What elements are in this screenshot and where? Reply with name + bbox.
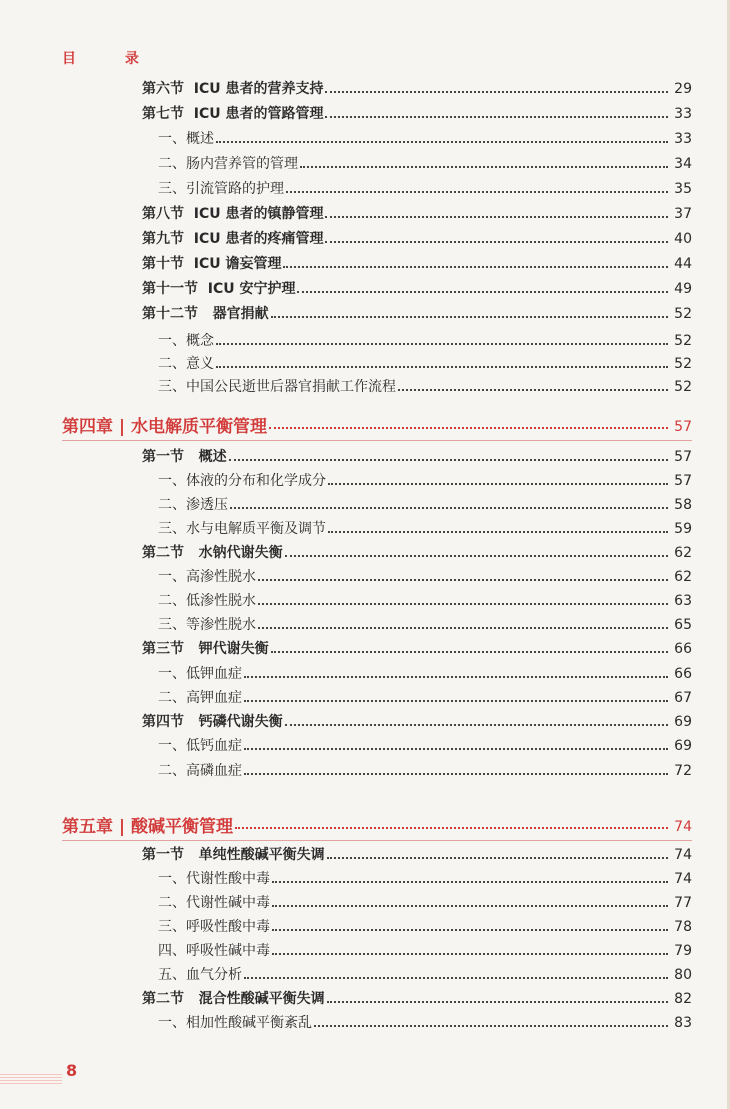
toc-page-number: 33: [674, 131, 692, 147]
dot-leader: [244, 676, 668, 678]
toc-item[interactable]: [158, 868, 692, 888]
toc-page-number: 72: [674, 763, 692, 779]
toc-entry-title: 一、概念: [158, 333, 214, 349]
toc-item[interactable]: [158, 128, 692, 148]
toc-section[interactable]: [142, 103, 692, 123]
footer-decoration: [0, 1074, 62, 1084]
toc-entry-title: 二、高磷血症: [158, 763, 242, 779]
toc-item[interactable]: [158, 940, 692, 960]
toc-entry-title: 三、中国公民逝世后器官捐献工作流程: [158, 379, 396, 395]
dot-leader: [230, 507, 668, 509]
toc-entry-title: 二、意义: [158, 356, 214, 372]
toc-entry-title: 二、高钾血症: [158, 690, 242, 706]
toc-entry-title: 一、低钾血症: [158, 666, 242, 682]
toc-page-number: 77: [674, 895, 692, 911]
toc-entry-title: 第一节 概述: [142, 449, 227, 465]
toc-page-number: 62: [674, 569, 692, 585]
toc-page-number: 69: [674, 714, 692, 730]
toc-entry-title: 一、高渗性脱水: [158, 569, 256, 585]
toc-item[interactable]: [158, 153, 692, 173]
toc-item[interactable]: [158, 760, 692, 780]
toc-section[interactable]: [142, 844, 692, 864]
toc-entry-title: 二、代谢性碱中毒: [158, 895, 270, 911]
toc-entry-title: 第五章 | 酸碱平衡管理: [62, 817, 234, 837]
toc-page-number: 74: [674, 871, 692, 887]
toc-page-number: 83: [674, 1015, 692, 1031]
chapter-divider: [62, 440, 692, 441]
toc-entry-title: 第九节 ICU 患者的疼痛管理: [142, 231, 324, 247]
dot-leader: [272, 953, 668, 955]
toc-entry-title: 第三节 钾代谢失衡: [142, 641, 269, 657]
toc-page-number: 52: [674, 356, 692, 372]
toc-entry-title: 五、血气分析: [158, 967, 242, 983]
dot-leader: [328, 483, 668, 485]
toc-page-number: 40: [674, 231, 692, 247]
toc-entry-title: 第七节 ICU 患者的管路管理: [142, 106, 324, 122]
toc-item[interactable]: [158, 330, 692, 350]
dot-leader: [258, 627, 668, 629]
toc-item[interactable]: [158, 663, 692, 683]
toc-item[interactable]: [158, 614, 692, 634]
dot-leader: [271, 651, 668, 653]
toc-page-number: 33: [674, 106, 692, 122]
toc-page-number: 59: [674, 521, 692, 537]
dot-leader: [286, 191, 668, 193]
toc-entry-title: 三、水与电解质平衡及调节: [158, 521, 326, 537]
toc-item[interactable]: [158, 566, 692, 586]
dot-leader: [327, 1001, 668, 1003]
toc-section[interactable]: [142, 988, 692, 1008]
dot-leader: [398, 389, 668, 391]
dot-leader: [285, 555, 668, 557]
toc-section[interactable]: [142, 303, 692, 323]
dot-leader: [216, 141, 668, 143]
toc-section[interactable]: [142, 542, 692, 562]
dot-leader: [283, 266, 668, 268]
dot-leader: [272, 905, 668, 907]
dot-leader: [325, 91, 668, 93]
toc-entry-title: 第六节 ICU 患者的营养支持: [142, 81, 324, 97]
toc-item[interactable]: [158, 494, 692, 514]
toc-page-number: 29: [674, 81, 692, 97]
toc-entry-title: 第二节 水钠代谢失衡: [142, 545, 283, 561]
toc-page-number: 58: [674, 497, 692, 513]
dot-leader: [258, 603, 668, 605]
dot-leader: [258, 579, 668, 581]
dot-leader: [325, 116, 668, 118]
dot-leader: [314, 1025, 668, 1027]
toc-item[interactable]: [158, 470, 692, 490]
dot-leader: [327, 857, 668, 859]
toc-section[interactable]: [142, 203, 692, 223]
toc-item[interactable]: [158, 892, 692, 912]
toc-entry-title: 第十节 ICU 谵妄管理: [142, 256, 282, 272]
toc-entry-title: 一、概述: [158, 131, 214, 147]
dot-leader: [285, 724, 668, 726]
toc-page-number: 37: [674, 206, 692, 222]
toc-page-number: 74: [674, 847, 692, 863]
toc-entry-title: 第八节 ICU 患者的镇静管理: [142, 206, 324, 222]
dot-leader: [244, 977, 668, 979]
dot-leader: [229, 459, 668, 461]
toc-entry-title: 第一节 单纯性酸碱平衡失调: [142, 847, 325, 863]
toc-entry-title: 一、低钙血症: [158, 738, 242, 754]
toc-item[interactable]: [158, 376, 692, 396]
page-number: 8: [66, 1061, 78, 1080]
toc-page-number: 69: [674, 738, 692, 754]
toc-page-number: 78: [674, 919, 692, 935]
toc-section[interactable]: [142, 253, 692, 273]
toc-page-number: 57: [674, 419, 692, 435]
toc-page-number: 67: [674, 690, 692, 706]
dot-leader: [244, 700, 668, 702]
dot-leader: [271, 316, 668, 318]
toc-section[interactable]: [142, 638, 692, 658]
toc-page-number: 82: [674, 991, 692, 1007]
dot-leader: [272, 881, 668, 883]
dot-leader: [272, 929, 668, 931]
toc-entry-title: 三、呼吸性酸中毒: [158, 919, 270, 935]
toc-chapter[interactable]: [62, 810, 692, 836]
toc-page-number: 35: [674, 181, 692, 197]
toc-item[interactable]: [158, 353, 692, 373]
toc-entry-title: 第十二节 器官捐献: [142, 306, 269, 322]
toc-page-number: 74: [674, 819, 692, 835]
toc-page-number: 65: [674, 617, 692, 633]
toc-page-number: 52: [674, 306, 692, 322]
toc-page-number: 66: [674, 666, 692, 682]
toc-item[interactable]: [158, 735, 692, 755]
toc-page-number: 57: [674, 449, 692, 465]
toc-section[interactable]: [142, 228, 692, 248]
toc-entry-title: 三、引流管路的护理: [158, 181, 284, 197]
dot-leader: [269, 427, 668, 429]
toc-entry-title: 一、体液的分布和化学成分: [158, 473, 326, 489]
toc-item[interactable]: [158, 178, 692, 198]
toc-section[interactable]: [142, 711, 692, 731]
dot-leader: [300, 166, 668, 168]
toc-page-number: 52: [674, 379, 692, 395]
toc-entry-title: 二、肠内营养管的管理: [158, 156, 298, 172]
toc-entry-title: 一、代谢性酸中毒: [158, 871, 270, 887]
toc-item[interactable]: [158, 518, 692, 538]
dot-leader: [244, 773, 668, 775]
toc-page-number: 34: [674, 156, 692, 172]
toc-entry-title: 二、渗透压: [158, 497, 228, 513]
toc-item[interactable]: [158, 964, 692, 984]
toc-entry-title: 二、低渗性脱水: [158, 593, 256, 609]
dot-leader: [235, 827, 668, 829]
dot-leader: [297, 291, 668, 293]
dot-leader: [325, 216, 668, 218]
toc-page-number: 63: [674, 593, 692, 609]
toc-entry-title: 第四章 | 水电解质平衡管理: [62, 417, 268, 437]
toc-section[interactable]: [142, 446, 692, 466]
toc-entry-title: 三、等渗性脱水: [158, 617, 256, 633]
toc-page-number: 52: [674, 333, 692, 349]
toc-page-number: 57: [674, 473, 692, 489]
toc-page-number: 80: [674, 967, 692, 983]
page-header: 目 录: [62, 51, 161, 67]
toc-section[interactable]: [142, 78, 692, 98]
dot-leader: [328, 531, 668, 533]
toc-page-number: 79: [674, 943, 692, 959]
toc-section[interactable]: [142, 278, 692, 298]
toc-item[interactable]: [158, 1012, 692, 1032]
toc-page-number: 66: [674, 641, 692, 657]
toc-entry-title: 第四节 钙磷代谢失衡: [142, 714, 283, 730]
toc-entry-title: 第十一节 ICU 安宁护理: [142, 281, 296, 297]
toc-entry-title: 第二节 混合性酸碱平衡失调: [142, 991, 325, 1007]
toc-item[interactable]: [158, 687, 692, 707]
toc-page-number: 62: [674, 545, 692, 561]
dot-leader: [244, 748, 668, 750]
toc-entry-title: 四、呼吸性碱中毒: [158, 943, 270, 959]
dot-leader: [325, 241, 668, 243]
toc-chapter[interactable]: [62, 410, 692, 436]
toc-page-number: 44: [674, 256, 692, 272]
toc-entry-title: 一、相加性酸碱平衡紊乱: [158, 1015, 312, 1031]
toc-page-number: 49: [674, 281, 692, 297]
toc-item[interactable]: [158, 590, 692, 610]
toc-item[interactable]: [158, 916, 692, 936]
chapter-divider: [62, 840, 692, 841]
dot-leader: [216, 366, 668, 368]
dot-leader: [216, 343, 668, 345]
